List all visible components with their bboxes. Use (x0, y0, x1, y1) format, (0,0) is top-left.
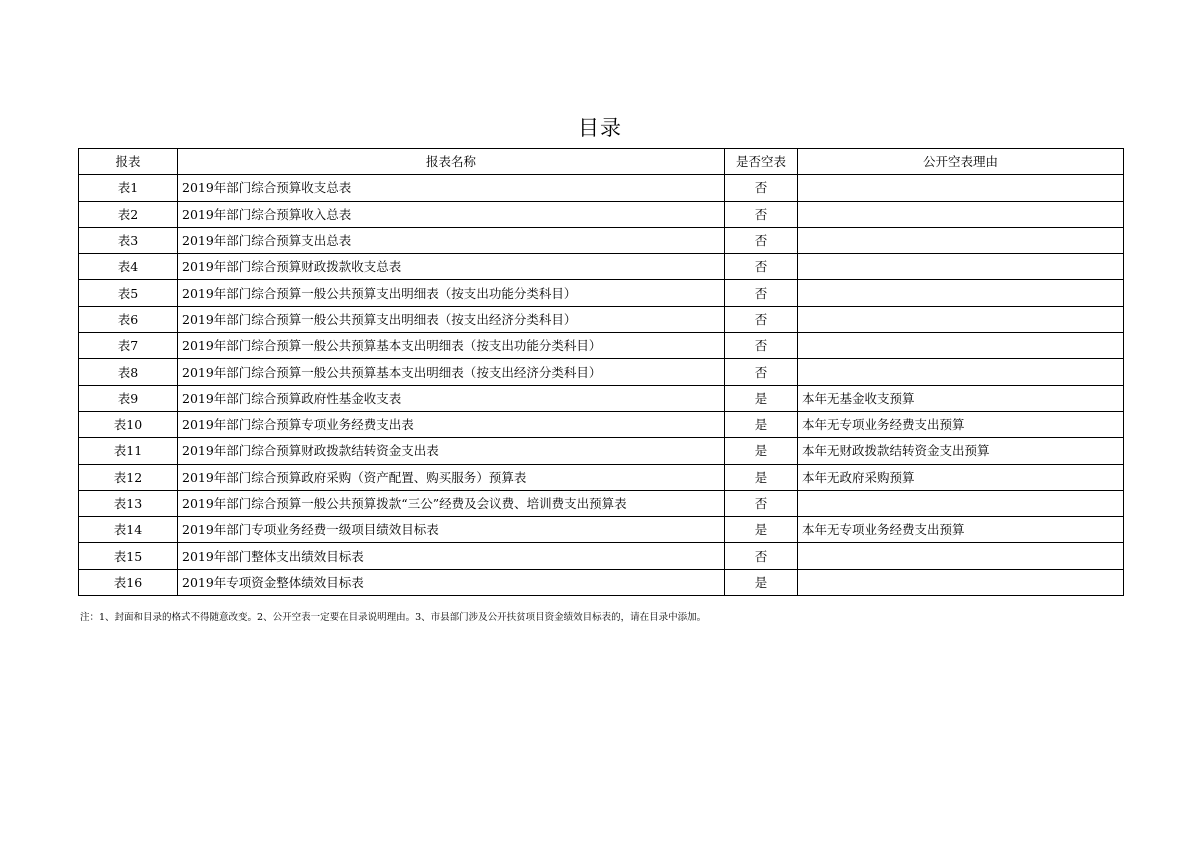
cell-empty: 是 (725, 438, 798, 464)
table-row (79, 280, 1124, 306)
cell-reason (798, 543, 1124, 569)
cell-empty: 否 (725, 333, 798, 359)
table-row (79, 254, 1124, 280)
cell-name: 2019年专项资金整体绩效目标表 (178, 569, 725, 595)
table-row (79, 543, 1124, 569)
table-row (79, 359, 1124, 385)
cell-reason (798, 201, 1124, 227)
cell-empty: 否 (725, 254, 798, 280)
page-title: 目录 (578, 116, 622, 140)
cell-reason (798, 490, 1124, 516)
cell-code: 表7 (79, 333, 178, 359)
cell-name: 2019年部门综合预算一般公共预算拨款“三公”经费及会议费、培训费支出预算表 (178, 490, 725, 516)
cell-code: 表4 (79, 254, 178, 280)
toc-table (78, 148, 1124, 596)
cell-empty: 否 (725, 490, 798, 516)
cell-reason (798, 227, 1124, 253)
cell-name: 2019年部门综合预算一般公共预算支出明细表（按支出功能分类科目） (178, 280, 725, 306)
table-body (79, 175, 1124, 596)
cell-code: 表10 (79, 411, 178, 437)
cell-reason (798, 306, 1124, 332)
cell-empty: 否 (725, 227, 798, 253)
cell-reason: 本年无财政拨款结转资金支出预算 (798, 438, 1124, 464)
cell-reason (798, 333, 1124, 359)
table-row (79, 517, 1124, 543)
table-row (79, 385, 1124, 411)
table-row (79, 306, 1124, 332)
cell-empty: 否 (725, 175, 798, 201)
header-reason: 公开空表理由 (798, 149, 1124, 175)
cell-name: 2019年部门整体支出绩效目标表 (178, 543, 725, 569)
cell-code: 表1 (79, 175, 178, 201)
cell-code: 表13 (79, 490, 178, 516)
cell-name: 2019年部门综合预算政府性基金收支表 (178, 385, 725, 411)
cell-name: 2019年部门综合预算专项业务经费支出表 (178, 411, 725, 437)
cell-empty: 是 (725, 569, 798, 595)
table-row (79, 490, 1124, 516)
cell-code: 表14 (79, 517, 178, 543)
cell-name: 2019年部门综合预算收支总表 (178, 175, 725, 201)
header-code: 报表 (79, 149, 178, 175)
cell-code: 表5 (79, 280, 178, 306)
cell-code: 表16 (79, 569, 178, 595)
cell-code: 表9 (79, 385, 178, 411)
cell-code: 表8 (79, 359, 178, 385)
cell-reason: 本年无专项业务经费支出预算 (798, 411, 1124, 437)
cell-name: 2019年部门综合预算财政拨款结转资金支出表 (178, 438, 725, 464)
cell-name: 2019年部门综合预算政府采购（资产配置、购买服务）预算表 (178, 464, 725, 490)
cell-empty: 是 (725, 464, 798, 490)
cell-name: 2019年部门综合预算收入总表 (178, 201, 725, 227)
cell-code: 表2 (79, 201, 178, 227)
table-header-row (79, 149, 1124, 175)
table-row (79, 333, 1124, 359)
cell-name: 2019年部门综合预算一般公共预算基本支出明细表（按支出经济分类科目） (178, 359, 725, 385)
cell-name: 2019年部门综合预算一般公共预算基本支出明细表（按支出功能分类科目） (178, 333, 725, 359)
header-name: 报表名称 (178, 149, 725, 175)
table-row (79, 569, 1124, 595)
cell-code: 表3 (79, 227, 178, 253)
header-empty: 是否空表 (725, 149, 798, 175)
table-row (79, 227, 1124, 253)
cell-empty: 否 (725, 359, 798, 385)
cell-empty: 否 (725, 543, 798, 569)
cell-empty: 否 (725, 306, 798, 332)
cell-name: 2019年部门综合预算一般公共预算支出明细表（按支出经济分类科目） (178, 306, 725, 332)
cell-reason (798, 359, 1124, 385)
footnote: 注：1、封面和目录的格式不得随意改变。2、公开空表一定要在目录说明理由。3、市县部门涉及公开扶贫项目资金绩效目标表的，请在目录中添加。 (80, 612, 707, 623)
cell-name: 2019年部门专项业务经费一级项目绩效目标表 (178, 517, 725, 543)
cell-code: 表11 (79, 438, 178, 464)
cell-empty: 是 (725, 385, 798, 411)
table-row (79, 201, 1124, 227)
cell-name: 2019年部门综合预算财政拨款收支总表 (178, 254, 725, 280)
cell-reason (798, 569, 1124, 595)
table-row (79, 175, 1124, 201)
cell-empty: 是 (725, 517, 798, 543)
cell-reason (798, 254, 1124, 280)
cell-empty: 否 (725, 201, 798, 227)
cell-reason: 本年无基金收支预算 (798, 385, 1124, 411)
cell-code: 表15 (79, 543, 178, 569)
cell-empty: 是 (725, 411, 798, 437)
cell-name: 2019年部门综合预算支出总表 (178, 227, 725, 253)
cell-reason (798, 280, 1124, 306)
cell-reason: 本年无专项业务经费支出预算 (798, 517, 1124, 543)
cell-code: 表6 (79, 306, 178, 332)
table-row (79, 438, 1124, 464)
cell-reason: 本年无政府采购预算 (798, 464, 1124, 490)
cell-empty: 否 (725, 280, 798, 306)
table-row (79, 411, 1124, 437)
cell-reason (798, 175, 1124, 201)
table-row (79, 464, 1124, 490)
cell-code: 表12 (79, 464, 178, 490)
